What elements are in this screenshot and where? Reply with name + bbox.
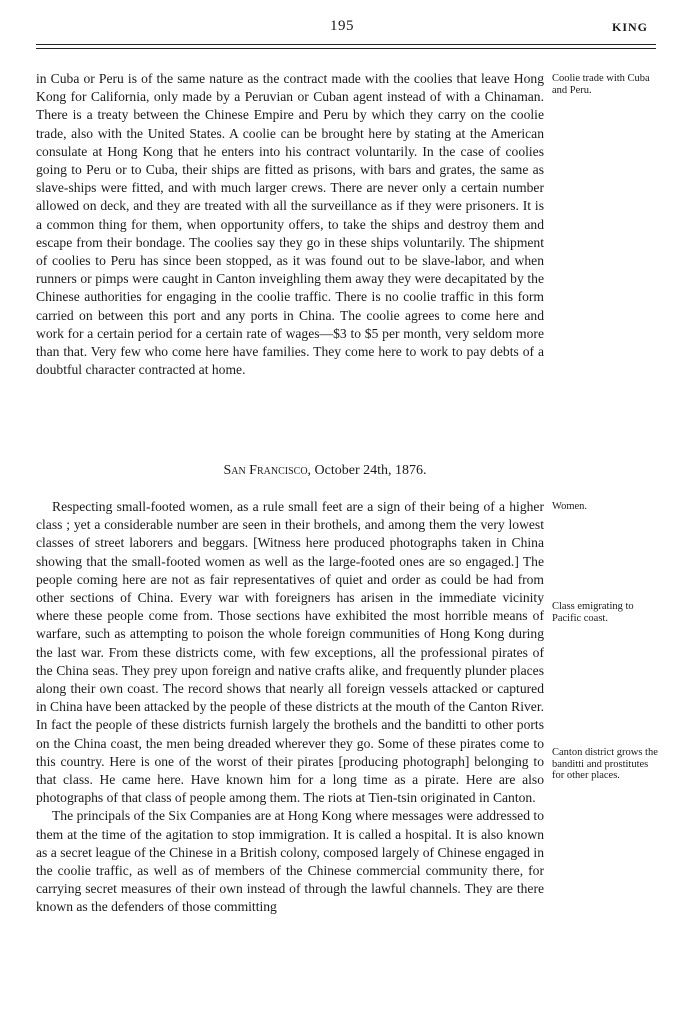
paragraph: Respecting small-footed women, as a rule small feet are a sign of their being of a higher class ; yet a considerable number are seen in their brothels, and among them the very lowest classes of street laborers and beggars. [Witness here produced photographs taken in China showing that the small-footed women as well as the large-footed ones are so engaged.] The people coming here are not as fair representatives of quiet and order as could be had from other sections of China. Every war with foreigners has arisen in the immediate vicinity where these people come from. Those sections have exhibited the most horrible means of warfare, such as attempting to poison the whole foreign communities of Hong Kong during the last war. From these districts come, with few exceptions, all the professional pirates of the China seas. They prey upon foreign and native crafts alike, and frequently plunder places along their own coast. The record shows that nearly all foreign vessels attacked or captured in China have been attacked by the people of these districts at the mouth of the Canton River. In fact the people of these districts furnish largely the brothels and the banditti to other ports on the China coast, the men being dreaded wherever they go. Some of these pirates come to this country. Here is one of the worst of their pirates [producing photograph] belonging to that class. He came here. Have known him for a long time as a pirate. Here are also photographs of that class of people among them. The riots at Tien-tsin originated in Canton.: [36, 499, 544, 806]
header-rule-bottom: [36, 48, 656, 49]
margin-note-coolie-trade: Coolie trade with Cuba and Peru.: [552, 73, 650, 96]
header-rule-top: [36, 44, 656, 45]
margin-note-class-emigrating: Class emigrating to Pacific coast.: [552, 601, 634, 624]
page-number: 195: [330, 18, 354, 34]
paragraph: in Cuba or Peru is of the same nature as the contract made with the coolies that leave Hong Kong for California, only made by a Peruvian or Cuban agent instead of with a Chinaman. There is a treaty between the Chinese Empire and Peru by which they carry on the coolie trade, also with the United States. A coolie can be brought here by stating at the American consulate at Hong Kong that he enters into his contract voluntarily. In the case of coolies going to Peru or to Cuba, their ships are fitted as prisons, with bars and grates, the same as slave-ships were fitted, and with much larger crews. There are never only a certain number allowed on deck, and they are treated with all the surveillance as if they were prisoners. It is a common thing for them, when opportunity offers, to take the ships and destroy them and escape from their bondage. The coolies say they go in these ships voluntarily. The shipment of coolies to Peru has since been stopped, as it was found out to be slave-labor, and when runners or pimps were caught in Canton inveighling them away they were decapitated by the Chinese authorities for engaging in the coolie traffic. There is no coolie traffic in this form carried on between this port and any ports in China. The coolie agrees to come here and work for a certain period for a certain rate of wages—$3 to $5 per month, very seldom more than that. Very few who come here have families. They come here to work to pay debts of a doubtful character contracted at home.: [36, 71, 544, 378]
dateline-date: October 24th, 1876.: [314, 463, 427, 478]
margin-note-canton-district: Canton district grows the banditti and prostitutes for other places.: [552, 747, 658, 781]
running-head: KING: [611, 20, 648, 34]
margin-note-women: Women.: [552, 501, 588, 512]
testimony-section-1: [36, 70, 544, 379]
dateline: [36, 463, 544, 479]
testimony-section-2: [36, 498, 544, 917]
paragraph: The principals of the Six Companies are at Hong Kong where messages were addressed to them at the time of the agitation to stop immigration. It is called a hospital. It is also known as a secret league of the Chinese in a British colony, composed largely of Chinese engaged in the coolie traffic, as well as of members of the Chinese commercial community there, for carrying secret measures of their own instead of through the lawful channels. They are there known as the defenders of those committing: [36, 808, 544, 915]
dateline-place: San Francisco,: [223, 463, 312, 478]
